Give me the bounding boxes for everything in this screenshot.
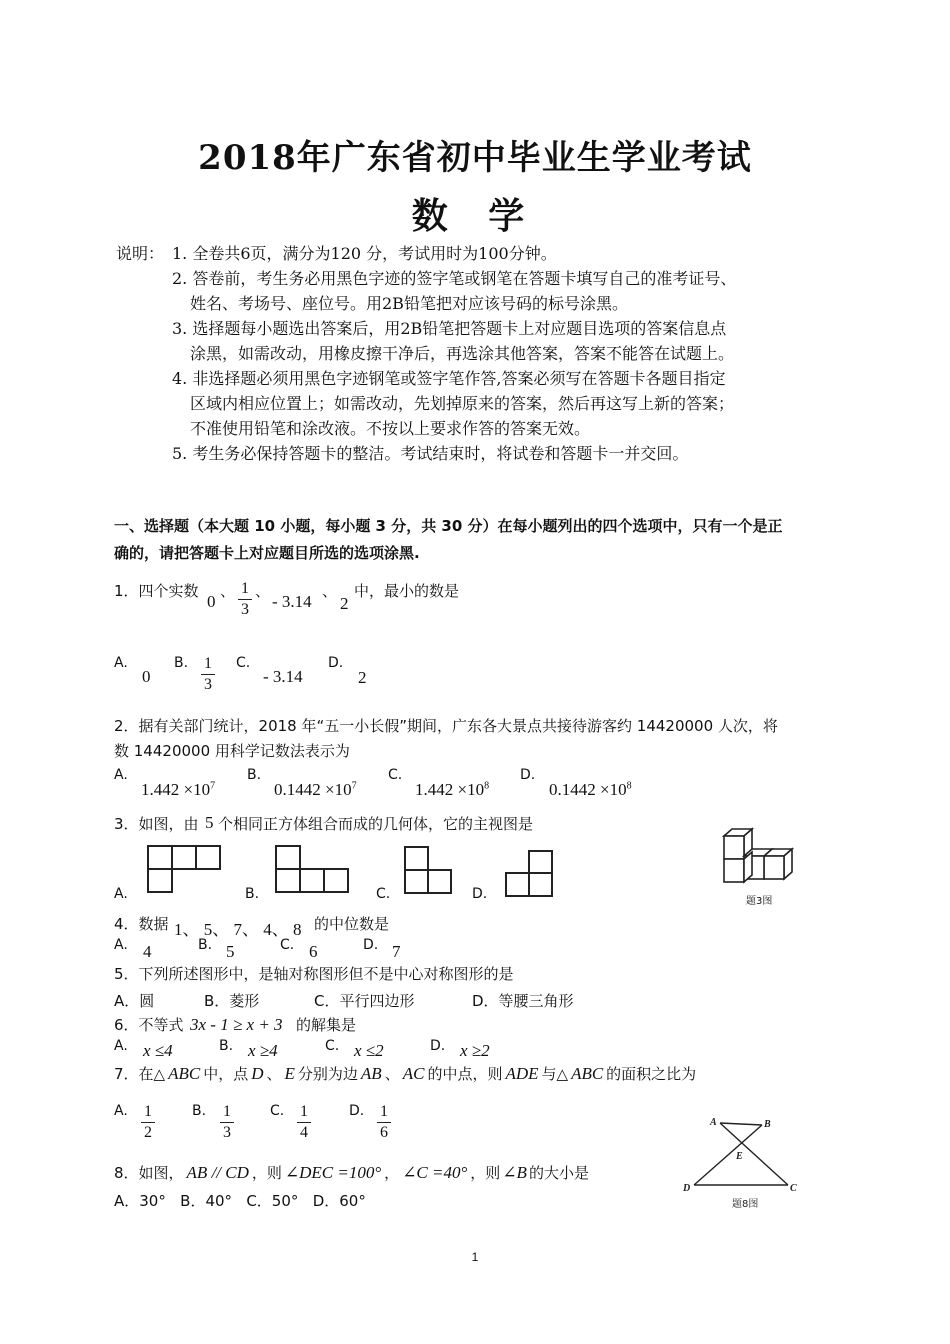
section-heading-line-2: 确的，请把答题卡上对应题目所选的选项涂黑.	[114, 544, 420, 562]
q7-c-bar	[297, 1122, 311, 1123]
q7-abc: ABC	[168, 1064, 201, 1083]
q2-d-base: 0.1442 ×10	[549, 780, 627, 799]
q2-option-b-label[interactable]: B.	[247, 767, 262, 783]
q8-segment-bd	[694, 1125, 762, 1185]
q3-option-c-label[interactable]: C.	[376, 886, 391, 902]
q6-option-c-value: x ≤2	[354, 1041, 384, 1060]
q3-number: 5	[205, 813, 214, 832]
note-line-2: 2. 答卷前，考生务必用黑色字迹的签字笔或钢笔在答题卡填写自己的准考证号、	[172, 269, 737, 288]
note-line-4: 3. 选择题每小题选出答案后，用2B铅笔把答题卡上对应题目选项的答案信息点	[172, 319, 727, 338]
q7-a-bar	[141, 1122, 155, 1123]
q6-option-c-label[interactable]: C.	[325, 1038, 340, 1054]
q1-option-d-value: 2	[358, 668, 367, 687]
q7-s6: 的中点，则	[427, 1065, 503, 1083]
q1-option-c-value: - 3.14	[263, 667, 303, 686]
q5-option-c[interactable]: C．平行四边形	[314, 992, 415, 1010]
q1-fraction	[238, 580, 252, 619]
q2-b-base: 0.1442 ×10	[274, 780, 352, 799]
q8-angle-c: ∠C =40°	[402, 1163, 468, 1182]
q6-option-b-label[interactable]: B.	[219, 1038, 234, 1054]
q7-option-d-label[interactable]: D.	[349, 1103, 365, 1119]
q7-option-c-fraction	[297, 1103, 311, 1142]
q4-option-a-label[interactable]: A.	[114, 937, 128, 953]
q1-option-b-den: 3	[204, 676, 212, 693]
q2-c-exp: 8	[484, 780, 490, 792]
q8-point-c: C	[790, 1183, 797, 1194]
q7-s2: 中，点	[203, 1065, 249, 1083]
q8-s4: ，则	[470, 1164, 501, 1182]
q7-a-num: 1	[144, 1103, 152, 1120]
q1-value-0: 0	[207, 592, 216, 611]
q3-option-d-label[interactable]: D.	[472, 886, 488, 902]
q7-option-a-fraction	[141, 1103, 155, 1142]
q1-sep-1: 、	[220, 582, 236, 600]
q1-option-a-value: 0	[142, 667, 151, 686]
q4-data: 1、 5、 7、 4、 8	[174, 920, 302, 939]
q7-b-bar	[220, 1122, 234, 1123]
q7-ac: AC	[402, 1064, 425, 1083]
q7-s3: 、	[266, 1065, 282, 1083]
q6-option-d-label[interactable]: D.	[430, 1038, 446, 1054]
q7-b-num: 1	[223, 1103, 231, 1120]
q1-option-c-label[interactable]: C.	[236, 655, 251, 671]
q4-stem-post: 的中位数是	[314, 915, 390, 933]
q4-option-c-value: 6	[309, 942, 318, 961]
q5-option-b[interactable]: B．菱形	[204, 992, 260, 1010]
q1-option-b-label[interactable]: B.	[174, 655, 189, 671]
q1-stem: 1．四个实数	[114, 582, 199, 600]
q1-frac-num: 1	[241, 580, 249, 597]
q7-d: D	[251, 1064, 264, 1083]
q8-figure	[680, 1115, 805, 1210]
q7-ab: AB	[360, 1064, 382, 1083]
note-line-8: 不准使用铅笔和涂改液。不按以上要求作答的答案无效。	[190, 419, 591, 438]
q1-option-b-num: 1	[204, 655, 212, 672]
q6-stem-pre: 6．不等式	[114, 1016, 184, 1034]
q3-stem-post: 个相同正方体组合而成的几何体，它的主视图是	[218, 815, 534, 833]
q4-stem-pre: 4．数据	[114, 915, 169, 933]
q6-option-a-label[interactable]: A.	[114, 1038, 128, 1054]
q8-s5: 的大小是	[528, 1164, 589, 1182]
q2-option-a-label[interactable]: A.	[114, 767, 128, 783]
q2-d-exp: 8	[626, 780, 632, 792]
q5-option-a[interactable]: A．圆	[114, 992, 155, 1010]
q7-c-den: 4	[300, 1124, 308, 1141]
q7-option-b-fraction	[220, 1103, 234, 1142]
q8-s3: ，	[384, 1164, 400, 1182]
q8-parallel: AB // CD	[186, 1163, 249, 1182]
page-number: 1	[471, 1250, 479, 1264]
q2-a-exp: 7	[210, 780, 216, 792]
q1-frac-den: 3	[241, 601, 249, 618]
q8-s2: ，则	[251, 1164, 282, 1182]
q7-s8: 的面积之比为	[606, 1065, 697, 1083]
q6-option-d-value: x ≥2	[460, 1041, 490, 1060]
q7-option-b-label[interactable]: B.	[192, 1103, 207, 1119]
exam-title: 2018年广东省初中毕业生学业考试	[198, 138, 752, 178]
q1-sep-2: 、	[255, 582, 271, 600]
q8-angle-dec: ∠DEC =100°	[284, 1163, 382, 1182]
notes-prefix: 说明：	[116, 244, 165, 263]
q1-frac-bar	[238, 599, 252, 600]
q3-option-b-label[interactable]: B.	[245, 886, 260, 902]
q7-stem	[114, 1063, 696, 1084]
note-line-7: 区域内相应位置上；如需改动，先划掉原来的答案，然后再这写上新的答案；	[190, 394, 735, 413]
q8-segment-ab	[720, 1123, 762, 1125]
q4-option-c-label[interactable]: C.	[280, 937, 295, 953]
note-line-1: 1. 全卷共6页，满分为120 分，考试用时为100分钟。	[172, 244, 557, 263]
q7-option-d-fraction	[377, 1103, 391, 1142]
q6-option-a-value: x ≤4	[143, 1041, 173, 1060]
q3-stem-pre: 3．如图，由	[114, 815, 199, 833]
q8-point-e: E	[736, 1151, 743, 1162]
q7-s5: 、	[384, 1065, 400, 1083]
q1-option-d-label[interactable]: D.	[328, 655, 344, 671]
q7-b-den: 3	[223, 1124, 231, 1141]
q2-option-a-value	[141, 780, 215, 800]
q7-d-bar	[377, 1122, 391, 1123]
q7-option-c-label[interactable]: C.	[270, 1103, 285, 1119]
q2-b-exp: 7	[351, 780, 357, 792]
q7-e: E	[284, 1064, 295, 1083]
subject-title: 数 学	[411, 195, 539, 237]
q8-stem	[114, 1162, 589, 1183]
q5-stem: 5．下列所述图形中，是轴对称图形但不是中心对称图形的是	[114, 965, 514, 983]
q4-option-d-value: 7	[392, 942, 401, 961]
q2-c-base: 1.442 ×10	[415, 780, 485, 799]
q8-s1: 8．如图，	[114, 1164, 184, 1182]
q6-stem-post: 的解集是	[296, 1016, 357, 1034]
note-line-9: 5. 考生务必保持答题卡的整洁。考试结束时，将试卷和答题卡一并交回。	[172, 444, 689, 463]
q3-figure-caption: 题3图	[746, 896, 773, 907]
q1-option-b-bar	[201, 674, 215, 675]
q2-line-1: 2．据有关部门统计，2018 年“五一小长假”期间，广东各大景点共接待游客约 14420000 人次，将	[114, 717, 778, 735]
q8-point-b: B	[764, 1119, 771, 1130]
q2-option-d-value	[549, 780, 632, 800]
q7-s1: 7．在△	[114, 1065, 166, 1083]
q2-option-d-label[interactable]: D.	[520, 767, 536, 783]
q3-option-d-figure	[505, 850, 555, 900]
q2-a-base: 1.442 ×10	[141, 780, 211, 799]
q3-option-a-figure	[147, 845, 222, 895]
q1-value-4: 2	[340, 594, 349, 613]
q6-option-b-value: x ≥4	[248, 1041, 278, 1060]
q1-option-a-label[interactable]: A.	[114, 655, 128, 671]
q1-option-b-fraction	[201, 655, 215, 694]
q2-line-2: 数 14420000 用科学记数法表示为	[114, 742, 350, 760]
q7-s7: 与△	[541, 1065, 569, 1083]
q7-a-den: 2	[144, 1124, 152, 1141]
q8-point-d: D	[683, 1183, 691, 1194]
q7-ade: ADE	[505, 1064, 539, 1083]
q7-d-den: 6	[380, 1124, 388, 1141]
q7-abc-2: ABC	[571, 1064, 604, 1083]
q7-s4: 分别为边	[297, 1065, 358, 1083]
q4-option-b-value: 5	[226, 942, 235, 961]
q2-option-c-value	[415, 780, 489, 800]
q7-d-num: 1	[380, 1103, 388, 1120]
note-line-6: 4. 非选择题必须用黑色字迹钢笔或签字笔作答,答案必须写在答题卡各题目指定	[172, 369, 726, 388]
q2-option-c-label[interactable]: C.	[388, 767, 403, 783]
q4-option-b-label[interactable]: B.	[198, 937, 213, 953]
q3-option-b-figure	[275, 845, 350, 895]
q7-option-a-label[interactable]: A.	[114, 1103, 128, 1119]
q6-inequality: 3x - 1 ≥ x + 3	[190, 1015, 283, 1034]
q1-stem-end: 中，最小的数是	[354, 582, 460, 600]
q5-option-d[interactable]: D．等腰三角形	[472, 992, 574, 1010]
q8-angle-b: ∠B	[502, 1163, 527, 1182]
q3-option-c-figure	[404, 846, 454, 896]
q2-option-b-value	[274, 780, 357, 800]
note-line-5: 涂黑，如需改动，用橡皮擦干净后，再选涂其他答案，答案不能答在试题上。	[190, 344, 735, 363]
section-heading-line-1: 一、选择题（本大题 10 小题，每小题 3 分，共 30 分）在每小题列出的四个选项中，只有一个是正	[114, 517, 783, 535]
q3-option-a-label[interactable]: A.	[114, 886, 128, 902]
q1-value-3: - 3.14	[272, 592, 312, 611]
note-line-3: 姓名、考场号、座位号。用2B铅笔把对应该号码的标号涂黑。	[190, 294, 628, 313]
q7-c-num: 1	[300, 1103, 308, 1120]
q4-option-d-label[interactable]: D.	[363, 937, 379, 953]
q8-figure-caption: 题8图	[732, 1199, 759, 1210]
q4-option-a-value: 4	[143, 942, 152, 961]
q1-sep-3: 、	[322, 582, 338, 600]
q8-point-a: A	[710, 1117, 717, 1128]
q8-options[interactable]: A．30° B．40° C．50° D．60°	[114, 1192, 366, 1210]
